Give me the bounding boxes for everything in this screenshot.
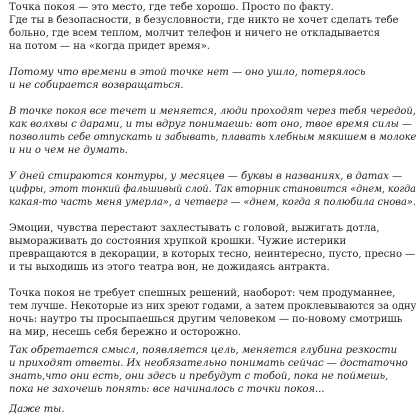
text-line: на мир, несешь себя бережно и осторожно. xyxy=(9,327,242,338)
text-line: тем лучше. Некоторые из них зреют годами, а затем проклевываются за одну xyxy=(9,301,417,312)
text-line: как волхвы с дарами, и ты вдруг понимаешь: вот оно, твое время силы — xyxy=(9,119,412,130)
text-line: ночь: наутро ты просыпаешься другим человеком — по-новому смотришь xyxy=(9,314,403,325)
text-line: Эмоции, чувства перестают захлестывать с головой, выжигать дотла, xyxy=(9,223,380,234)
text-line: превращаются в декорации, в которых тесно, неинтересно, пусто, пресно — xyxy=(9,249,416,260)
text-line: Так обретается смысл, появляется цель, меняется глубина резкости xyxy=(9,345,398,356)
text-line: Точка покоя — это место, где тебе хорошо. Просто по факту. xyxy=(9,2,334,13)
text-line: знать,что они есть, они здесь и пребудут с тобой, пока не поймешь, xyxy=(9,371,389,382)
text-line: больно, где всем теплом, молчит телефон и ничего не откладывается xyxy=(9,28,380,39)
text-line: и не собирается возвращаться. xyxy=(9,80,184,91)
text-line: пока не захочешь понять: все начиналось с точки покоя... xyxy=(9,384,325,395)
text-line: на потом — на «когда придет время». xyxy=(9,41,210,52)
text-line: В точке покоя все течет и меняется, люди проходят через тебя чередой, xyxy=(9,106,416,117)
text-line: и ни о чем не думать. xyxy=(9,145,128,156)
text-line: Потому что времени в этой точке нет — оно ушло, потерялось xyxy=(9,67,366,78)
text-line: Даже ты. xyxy=(9,404,65,415)
text-line: вымораживать до состояния хрупкой крошки. Чужие истерики xyxy=(9,236,347,247)
text-line: Точка покоя не требует спешных решений, наоборот: чем продуманнее, xyxy=(9,288,396,299)
text-line: Где ты в безопасности, в безусловности, где никто не хочет сделать тебе xyxy=(9,15,399,26)
text-line: У дней стираются контуры, у месяцев — буквы в названиях, в датах — xyxy=(9,171,403,182)
text-line: какая-то часть меня умерла», а четверг — «днем, когда я полюбила снова». xyxy=(9,197,416,208)
text-line: цифры, этот тонкий фальшивый слой. Так вторник становится «днем, когда xyxy=(9,184,416,195)
text-line: и ты выходишь из этого театра вон, не дожидаясь антракта. xyxy=(9,262,330,273)
text-line: позволить себе отпускать и забывать, плавать хлебным мякишем в молоке xyxy=(9,132,417,143)
text-line: и приходят ответы. Их необязательно понимать сейчас — достаточно xyxy=(9,358,408,369)
